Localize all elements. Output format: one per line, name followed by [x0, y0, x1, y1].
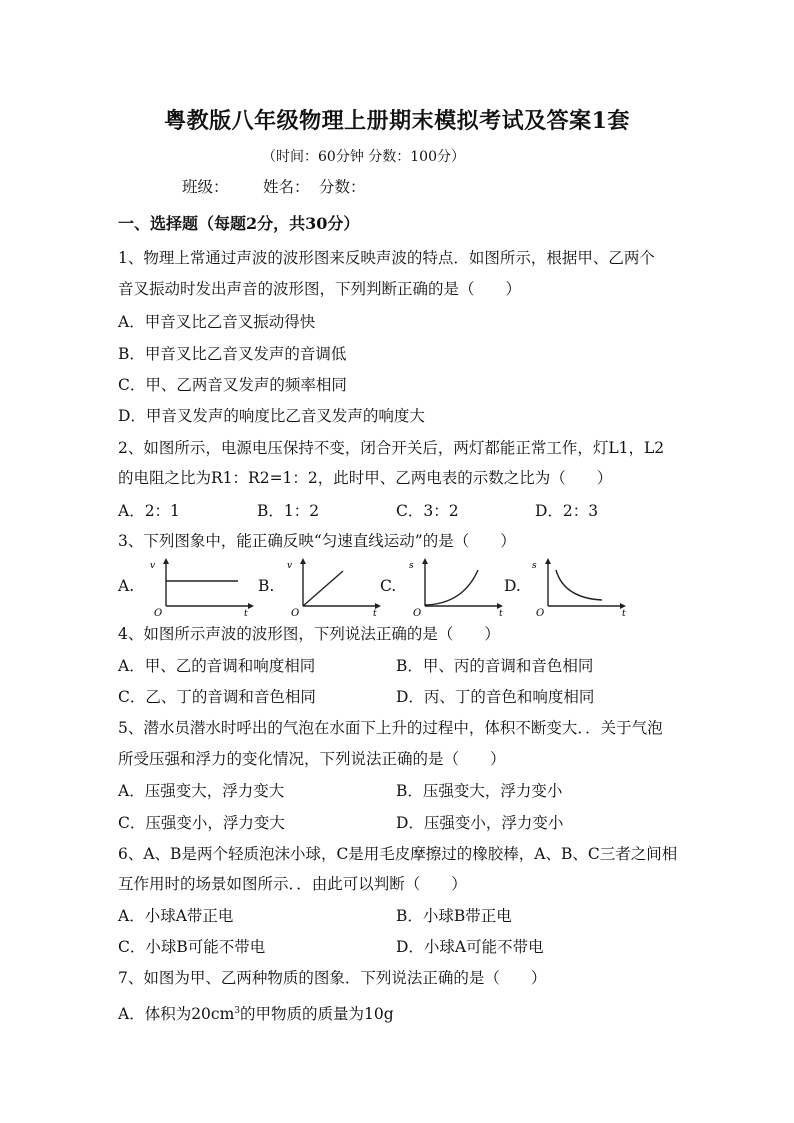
question-3-option-c: C.: [380, 577, 397, 595]
question-5-option-b: B．压强变大，浮力变小: [396, 782, 563, 800]
question-7-option-a-prefix: A．体积为20cm: [118, 1005, 235, 1023]
exam-subtitle: （时间：60分钟 分数：100分）: [262, 149, 465, 165]
page-title: 粤教版八年级物理上册期末模拟考试及答案1套: [164, 108, 630, 134]
question-6-option-c: C．小球B可能不带电: [118, 938, 266, 956]
question-5-line-1: 5、潜水员潜水时呼出的气泡在水面下上升的过程中，体积不断变大．．关于气泡: [118, 719, 663, 737]
graph-a-velocity-constant: [148, 558, 254, 619]
question-1-option-d: D．甲音叉发声的响度比乙音叉发声的响度大: [118, 407, 425, 425]
graph-b-velocity-linear: [285, 558, 381, 619]
question-7-option-a-superscript: 3: [234, 1005, 241, 1016]
score-label: 分数：: [319, 178, 366, 196]
question-6-line-1: 6、A、B是两个轻质泡沫小球，C是用毛皮摩擦过的橡胶棒，A、B、C三者之间相: [118, 845, 678, 863]
question-3-option-d: D.: [504, 577, 521, 595]
question-7-option-a: [118, 1002, 394, 1024]
graph-b-origin-label: O: [291, 608, 300, 619]
graph-c-y-label: s: [409, 561, 414, 571]
graph-a-y-label: v: [150, 561, 156, 571]
question-1-option-c: C．甲、乙两音叉发声的频率相同: [118, 376, 347, 394]
question-4-option-c: C．乙、丁的音调和音色相同: [118, 688, 316, 706]
question-5-option-c: C．压强变小，浮力变大: [118, 814, 285, 832]
question-2-option-d: D．2：3: [535, 502, 599, 520]
question-2-line-1: 2、如图所示，电源电压保持不变，闭合开关后，两灯都能正常工作，灯L1，L2: [118, 439, 665, 457]
question-7-option-a-suffix: 的甲物质的质量为10g: [240, 1005, 394, 1023]
question-3-line-1: 3、下列图象中，能正确反映“匀速直线运动”的是（ ）: [118, 532, 516, 550]
graph-c-x-label: t: [499, 609, 503, 619]
question-6-option-a: A．小球A带正电: [118, 907, 234, 925]
question-4-line-1: 4、如图所示声波的波形图，下列说法正确的是（ ）: [118, 625, 500, 643]
question-2-option-a: A．2：1: [118, 502, 180, 520]
question-1-option-b: B．甲音叉比乙音叉发声的音调低: [118, 345, 347, 363]
section-heading: 一、选择题（每题2分，共30分）: [118, 214, 360, 233]
question-4-option-d: D．丙、丁的音色和响度相同: [396, 688, 595, 706]
question-3-option-b: B.: [258, 577, 275, 595]
graph-b-y-label: v: [287, 561, 293, 571]
question-6-option-b: B．小球B带正电: [396, 907, 512, 925]
question-2-line-2: 的电阻之比为R1：R2=1：2，此时甲、乙两电表的示数之比为（ ）: [118, 469, 613, 487]
question-5-line-2: 所受压强和浮力的变化情况，下列说法正确的是（ ）: [118, 750, 506, 768]
question-1-line-1: 1、物理上常通过声波的波形图来反映声波的特点．如图所示，根据甲、乙两个: [118, 249, 655, 267]
question-1-option-a: A．甲音叉比乙音叉振动得快: [118, 313, 316, 331]
graph-c-displacement-curve: [405, 558, 505, 619]
graph-d-x-label: t: [622, 609, 626, 619]
graph-d-y-label: s: [532, 561, 537, 571]
question-5-option-d: D．压强变小，浮力变小: [396, 814, 564, 832]
question-7-line-1: 7、如图为甲、乙两种物质的图象．下列说法正确的是（ ）: [118, 969, 547, 987]
question-4-option-a: A．甲、乙的音调和响度相同: [118, 657, 316, 675]
question-5-option-a: A．压强变大，浮力变大: [118, 782, 285, 800]
question-4-option-b: B．甲、丙的音调和音色相同: [396, 657, 594, 675]
question-6-line-2: 互作用时的场景如图所示．．由此可以判断（ ）: [118, 875, 467, 893]
graph-b-x-label: t: [373, 609, 377, 619]
question-3-option-a: A.: [118, 577, 135, 595]
graph-c-origin-label: O: [413, 608, 422, 619]
graph-d-displacement-decay: [528, 558, 628, 619]
class-label: 班级：: [182, 178, 229, 196]
question-1-line-2: 音叉振动时发出声音的波形图，下列判断正确的是（ ）: [118, 280, 522, 298]
graph-d-origin-label: O: [536, 608, 545, 619]
graph-a-origin-label: O: [154, 608, 163, 619]
question-6-option-d: D．小球A可能不带电: [396, 938, 544, 956]
name-label: 姓名：: [263, 178, 310, 196]
graph-a-x-label: t: [244, 609, 248, 619]
question-2-option-b: B．1：2: [257, 502, 320, 520]
question-2-option-c: C．3：2: [396, 502, 459, 520]
